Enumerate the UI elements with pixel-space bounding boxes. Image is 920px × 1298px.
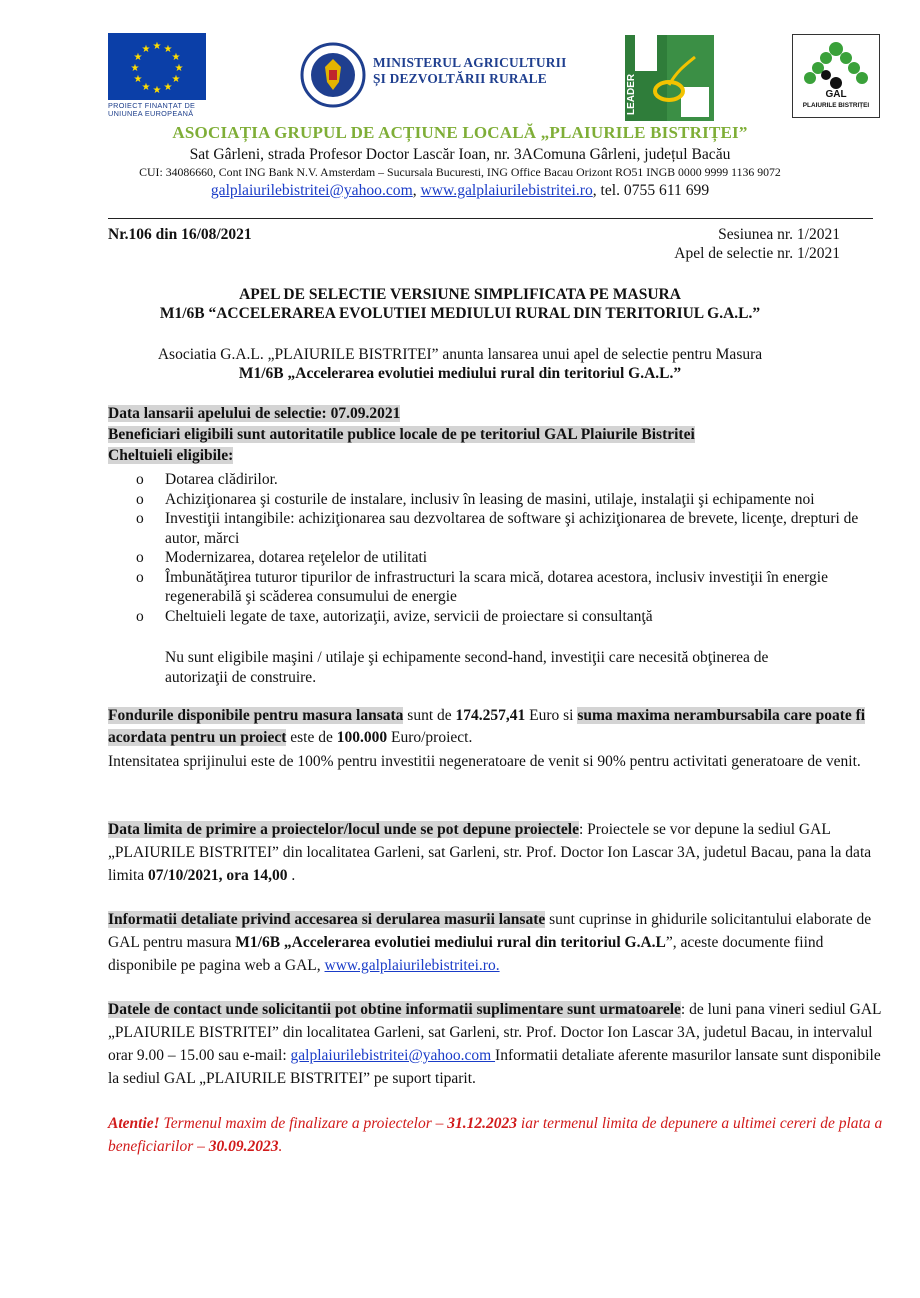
expenses-title-text: Cheltuieli eligibile: <box>108 447 234 464</box>
contact-text: : de luni pana vineri sediul GAL „PLAIURILE BISTRITEI” din localitatea Garleni, sat Garleni, str. Prof. Doctor Ion Lascar 3A, judetul Bacau, in intervalul orar 9.00 – 15.00 sau e-mail: <box>108 1001 881 1064</box>
completion-date: 31.12.2023 <box>447 1115 518 1132</box>
non-eligible-note: Nu sunt eligibile maşini / utilaje şi echipamente second-hand, investiţii care necesită obţinerea de autorizaţii de construire. <box>165 649 769 686</box>
guides-website-link[interactable]: www.galplaiurilebistritei.ro. <box>324 957 500 974</box>
deadline-end: . <box>287 867 296 884</box>
list-item-text: Investiţii intangibile: achiziţionarea sau dezvoltarea de software şi achiziţionarea de brevete, licenţe, drepturi de autor, mărci <box>165 510 859 547</box>
list-item-text: Achiziţionarea şi costurile de instalare, inclusiv în leasing de masini, utilaje, instalaţii şi echipamente noi <box>165 490 815 508</box>
gal-badge-text: GAL <box>825 89 847 100</box>
contact-paragraph <box>108 998 888 1090</box>
header-divider <box>108 218 873 219</box>
guides-text2: ”, aceste documente fiind disponibile pe pagina web a GAL, <box>108 934 824 974</box>
ministry-seal-icon <box>300 42 366 108</box>
guides-text: sunt cuprinse in ghidurile solicitantului elaborate de GAL pentru masura <box>108 911 872 951</box>
intro-line1: Asociatia G.A.L. „PLAIURILE BISTRITEI” anunta lansarea unui apel de selectie pentru Masura <box>157 346 763 363</box>
svg-text:★: ★ <box>141 44 151 55</box>
list-item <box>108 568 868 607</box>
list-item-text: Îmbunătăţirea tuturor tipurilor de infrastructuri la scara mică, dotarea acestora, inclusiv investiţii în energie regenerabilă şi scăderea consumului de energie <box>165 568 828 605</box>
list-item <box>108 490 868 510</box>
bullet: o <box>136 471 144 488</box>
list-item <box>108 548 868 568</box>
funds-paragraph <box>108 705 888 749</box>
phone-text: , tel. 0755 611 699 <box>592 182 710 199</box>
attention-text: Termenul maxim de finalizare a proiectelor – <box>159 1115 448 1132</box>
list-item-text: Cheltuieli legate de taxe, autorizaţii, avize, servicii de proiectare si consultanţă <box>165 607 653 625</box>
launch-date-text: Data lansarii apelului de selectie: 07.09.2021 <box>108 405 401 422</box>
gal-mountains-icon <box>793 35 879 101</box>
funds-text4: Euro/proiect. <box>387 729 473 746</box>
svg-text:★: ★ <box>171 52 181 63</box>
eu-caption: PROIECT FINANȚAT DE UNIUNEA EUROPEANĂ <box>108 101 196 118</box>
website-link[interactable]: www.galplaiurilebistritei.ro <box>420 182 593 199</box>
svg-text:★: ★ <box>163 44 173 55</box>
svg-text:★: ★ <box>130 63 140 74</box>
attention-label: Atentie! <box>108 1115 160 1132</box>
intensity-paragraph: Intensitatea sprijinului este de 100% pentru investitii negeneratoare de venit si 90% pentru activitati generatoare de venit. <box>108 753 861 770</box>
title-line1: APEL DE SELECTIE VERSIUNE SIMPLIFICATA PE MASURA <box>239 286 681 303</box>
list-item <box>108 607 868 627</box>
org-name: ASOCIAȚIA GRUPUL DE ACȚIUNE LOCALĂ „PLAIURILE BISTRIȚEI” <box>172 123 748 142</box>
contact-text2: Informatii detaliate aferente masurilor lansate sunt disponibile la sediul GAL „PLAIURILE BISTRITEI” pe suport tiparit. <box>108 1047 881 1087</box>
svg-text:★: ★ <box>133 74 143 85</box>
deadline-label: Data limita de primire a proiectelor/locul unde se pot depune proiectele <box>108 821 579 838</box>
expenses-title <box>108 445 888 466</box>
ministry-name <box>373 55 567 87</box>
contact-separator: , <box>412 182 421 199</box>
bullet: o <box>136 510 144 527</box>
svg-text:★: ★ <box>174 63 184 74</box>
funds-text3: este de <box>286 729 337 746</box>
bullet: o <box>136 568 144 586</box>
funds-amount: 174.257,41 <box>455 707 526 724</box>
ministry-line1: MINISTERUL AGRICULTURII <box>373 55 567 70</box>
bullet: o <box>136 549 144 566</box>
max-grant-label: suma maxima nerambursabila care poate fi acordata pentru un proiect <box>108 707 866 746</box>
gal-caption: PLAIURILE BISTRIȚEI <box>802 102 870 109</box>
org-address: Sat Gârleni, strada Profesor Doctor Lascăr Ioan, nr. 3AComuna Gârleni, județul Bacău <box>189 146 731 163</box>
list-item-text: Dotarea clădirilor. <box>165 471 278 488</box>
svg-text:★: ★ <box>163 82 173 93</box>
list-item <box>108 470 868 490</box>
contact-email-link[interactable]: galplaiurilebistritei@yahoo.com <box>290 1047 496 1064</box>
deadline-date: 07/10/2021, ora 14,00 <box>148 867 288 884</box>
guides-measure: M1/6B „Accelerarea evolutiei mediului rural din teritoriul G.A.L <box>235 934 666 951</box>
bullet: o <box>136 490 144 508</box>
document-title <box>0 285 920 323</box>
intro-line2: M1/6B „Accelerarea evolutiei mediului rural din teritoriul G.A.L.” <box>238 365 682 382</box>
eu-logo <box>108 33 206 119</box>
session-number: Sesiunea nr. 1/2021 <box>718 226 840 243</box>
svg-text:★: ★ <box>171 74 181 85</box>
deadline-paragraph <box>108 818 888 887</box>
beneficiaries-text: Beneficiari eligibili sunt autoritatile publice locale de pe teritoriul GAL Plaiurile Bistritei <box>108 426 695 443</box>
leader-text: LEADER <box>626 73 637 115</box>
contact-label: Datele de contact unde solicitantii pot obtine informatii suplimentare sunt urmatoarele <box>108 1001 681 1018</box>
launch-date <box>108 403 888 424</box>
beneficiaries <box>108 424 888 445</box>
payment-request-date: 30.09.2023 <box>208 1138 279 1155</box>
eligible-expenses-list <box>108 470 868 626</box>
deadline-text: : Proiectele se vor depune la sediul GAL „PLAIURILE BISTRITEI” din localitatea Garleni, sat Garleni, str. Prof. Doctor Ion Lascar 3A, judetul Bacau, pana la data limita <box>108 821 872 884</box>
svg-text:★: ★ <box>133 52 143 63</box>
bullet: o <box>136 607 144 625</box>
email-link[interactable]: galplaiurilebistritei@yahoo.com <box>210 182 413 199</box>
guides-paragraph <box>108 908 888 977</box>
svg-text:★: ★ <box>152 41 162 52</box>
ministry-logo <box>300 42 570 108</box>
guides-label: Informatii detaliate privind accesarea si derularea masurii lansate <box>108 911 546 928</box>
org-bank-details: CUI: 34086660, Cont ING Bank N.V. Amsterdam – Sucursala Bucuresti, ING Office Bacau Orizont RO51 INGB 0000 9999 1136 9072 <box>139 165 781 179</box>
eu-flag-icon <box>108 33 206 100</box>
ministry-line2: ȘI DEZVOLTĂRII RURALE <box>373 71 547 86</box>
attention-text2: iar termenul limita de depunere a ultimei cereri de plata a beneficiarilor – <box>108 1115 883 1155</box>
document-number: Nr.106 din 16/08/2021 <box>108 226 252 243</box>
attention-end: . <box>278 1138 283 1155</box>
gal-logo <box>792 34 880 118</box>
svg-text:★: ★ <box>152 85 162 96</box>
leader-logo <box>625 35 714 121</box>
list-item-text: Modernizarea, dotarea reţelelor de utilitati <box>165 549 428 566</box>
list-item <box>108 509 868 548</box>
svg-text:★: ★ <box>141 82 151 93</box>
funds-text2: Euro si <box>525 707 578 724</box>
funds-text: sunt de <box>403 707 456 724</box>
org-contacts <box>0 182 920 200</box>
title-line2: M1/6B “ACCELERAREA EVOLUTIEI MEDIULUI RURAL DIN TERITORIUL G.A.L.” <box>159 305 761 322</box>
attention-paragraph <box>108 1112 888 1158</box>
max-grant-amount: 100.000 <box>336 729 388 746</box>
funds-label: Fondurile disponibile pentru masura lansata <box>108 707 404 724</box>
call-number: Apel de selectie nr. 1/2021 <box>674 245 840 262</box>
intro-paragraph <box>0 345 920 383</box>
leader-icon <box>625 35 714 121</box>
